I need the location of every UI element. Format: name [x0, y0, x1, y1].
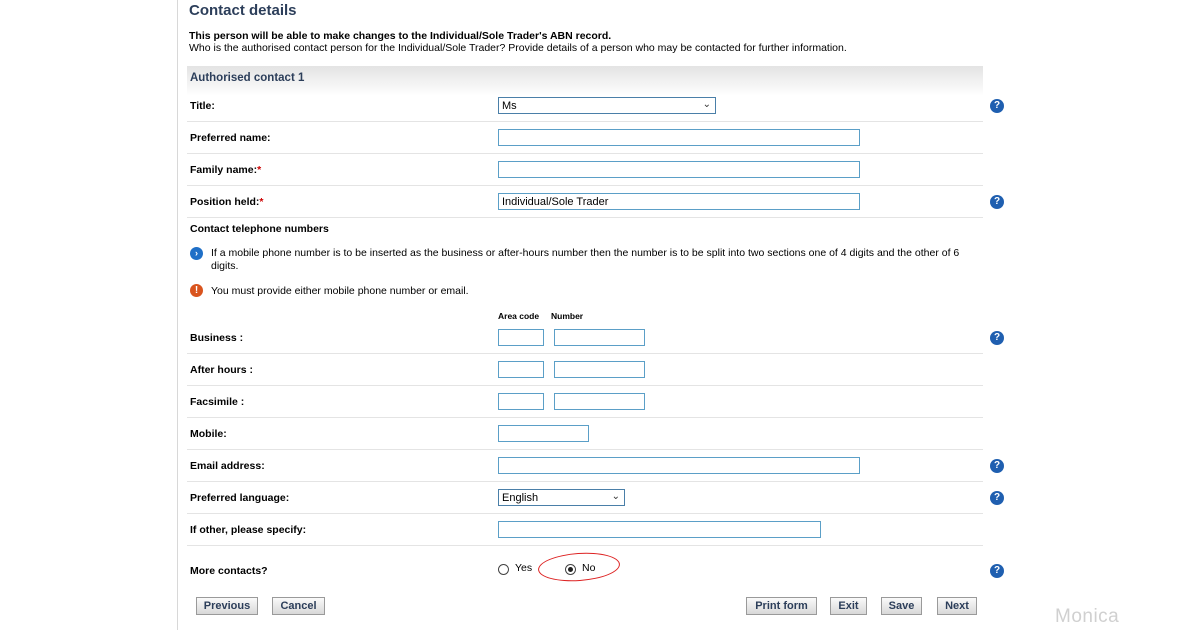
required-mark: *	[259, 195, 264, 208]
save-button[interactable]: Save	[881, 597, 922, 615]
preferred-name-input[interactable]	[498, 129, 860, 146]
help-icon[interactable]: ?	[990, 195, 1004, 209]
position-held-label-text: Position held:	[190, 195, 260, 208]
business-number-input[interactable]	[554, 329, 645, 346]
warning-icon: !	[190, 284, 203, 297]
family-name-label	[190, 164, 261, 176]
required-mark: *	[257, 163, 262, 176]
print-form-button[interactable]: Print form	[746, 597, 817, 615]
cancel-button[interactable]: Cancel	[272, 597, 325, 615]
number-header: Number	[551, 311, 584, 321]
help-icon[interactable]: ?	[990, 564, 1004, 578]
info-note: If a mobile phone number is to be inserted as the business or after-hours number then the number is to be split into two sections one of 4 digits and the other of 6 digits.	[211, 247, 960, 272]
previous-button[interactable]: Previous	[196, 597, 258, 615]
title-label: Title:	[190, 99, 215, 112]
chevron-down-icon: ⌄	[611, 491, 620, 502]
other-language-input[interactable]	[498, 521, 821, 538]
position-held-label	[190, 196, 264, 208]
business-area-code-input[interactable]	[498, 329, 544, 346]
intro-bold-text: This person will be able to make changes to the Individual/Sole Trader's ABN record.	[189, 30, 612, 42]
chevron-down-icon: ⌄	[702, 99, 711, 110]
exit-button[interactable]: Exit	[830, 597, 867, 615]
yes-radio[interactable]	[498, 564, 509, 575]
yes-radio-label[interactable]: Yes	[515, 562, 533, 574]
language-select-value: English	[502, 492, 539, 504]
preferred-name-label: Preferred name:	[190, 131, 271, 144]
section-header: Authorised contact 1	[187, 66, 983, 96]
page-title: Contact details	[189, 2, 297, 19]
title-select[interactable]	[498, 97, 716, 114]
page-left-border	[177, 0, 178, 630]
no-radio-label[interactable]: No	[582, 562, 596, 574]
facsimile-number-input[interactable]	[554, 393, 645, 410]
position-held-value: Individual/Sole Trader	[502, 196, 609, 208]
other-language-label: If other, please specify:	[190, 523, 307, 536]
after-hours-label: After hours :	[190, 363, 253, 376]
warning-note: You must provide either mobile phone number or email.	[211, 285, 469, 297]
after-hours-number-input[interactable]	[554, 361, 645, 378]
language-label: Preferred language:	[190, 491, 290, 504]
email-label: Email address:	[190, 459, 265, 472]
mobile-input[interactable]	[498, 425, 589, 442]
after-hours-area-code-input[interactable]	[498, 361, 544, 378]
email-input[interactable]	[498, 457, 860, 474]
help-icon[interactable]: ?	[990, 459, 1004, 473]
title-select-value: Ms	[502, 100, 517, 112]
facsimile-label: Facsimile :	[190, 395, 245, 408]
info-icon: ›	[190, 247, 203, 260]
more-contacts-label: More contacts?	[190, 565, 268, 577]
help-icon[interactable]: ?	[990, 491, 1004, 505]
help-icon[interactable]: ?	[990, 99, 1004, 113]
intro-text: Who is the authorised contact person for the Individual/Sole Trader? Provide details of a person who may be contacted for further information.	[189, 42, 847, 54]
next-button[interactable]: Next	[937, 597, 977, 615]
watermark: Monica	[1055, 606, 1120, 627]
area-code-header: Area code	[498, 311, 540, 321]
position-held-input[interactable]	[498, 193, 860, 210]
family-name-input[interactable]	[498, 161, 860, 178]
phone-heading: Contact telephone numbers	[190, 223, 329, 235]
mobile-label: Mobile:	[190, 427, 227, 440]
help-icon[interactable]: ?	[990, 331, 1004, 345]
business-label: Business :	[190, 331, 244, 344]
language-select[interactable]	[498, 489, 625, 506]
family-name-label-text: Family name:	[190, 163, 258, 176]
facsimile-area-code-input[interactable]	[498, 393, 544, 410]
